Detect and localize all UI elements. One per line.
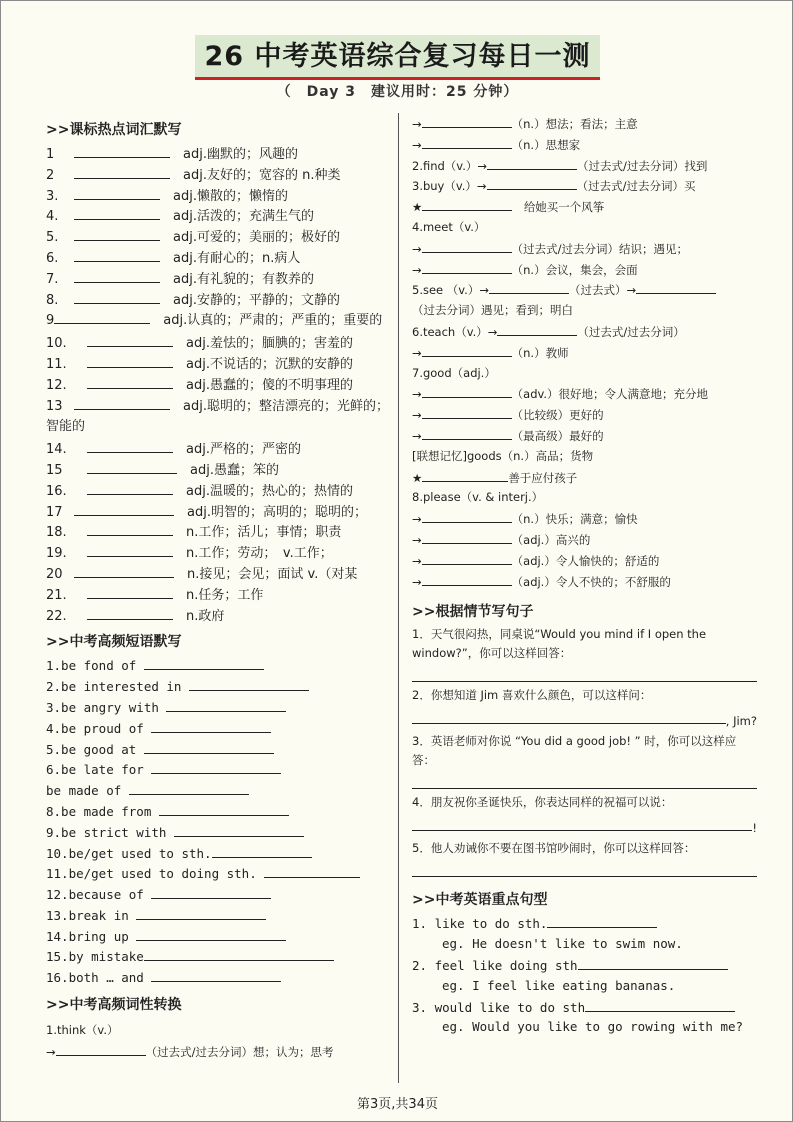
phrase-item: be made of <box>46 780 391 801</box>
answer-blank[interactable] <box>264 863 360 878</box>
answer-blank[interactable] <box>422 134 512 149</box>
vocab-item: 6. adj.有耐心的；n.病人 <box>46 247 391 268</box>
answer-blank[interactable] <box>136 905 266 920</box>
answer-blank[interactable] <box>422 404 512 419</box>
wordform-item: （过去分词）遇见；看到；明白 <box>412 303 573 318</box>
pattern-example: eg. Would you like to go rowing with me? <box>442 1019 744 1035</box>
vocab-item: 15 adj.愚蠢；笨的 <box>46 459 391 480</box>
answer-blank[interactable] <box>212 843 312 858</box>
answer-blank[interactable] <box>159 801 289 816</box>
wordform-item: → （n.）想法；看法；主意 <box>412 113 757 134</box>
phrases-heading: >>中考高频短语默写 <box>46 634 182 651</box>
wordform-item: 8.please（v. & interj.） <box>412 490 544 505</box>
wordform-item: → （adj.）令人愉快的；舒适的 <box>412 550 757 571</box>
wordform-item: → （n.）思想家 <box>412 134 757 155</box>
vocab-item: 3. adj.懒散的；懒惰的 <box>46 185 391 206</box>
answer-blank[interactable] <box>497 321 577 336</box>
phrase-item: 12.because of <box>46 884 391 905</box>
vocab-item: 17 adj.明智的；高明的；聪明的； <box>46 501 391 522</box>
answer-blank[interactable] <box>166 697 286 712</box>
answer-blank[interactable] <box>74 205 160 220</box>
wordforms-heading: >>中考高频词性转换 <box>46 997 182 1014</box>
phrase-item: 2.be interested in <box>46 676 391 697</box>
answer-blank[interactable] <box>136 926 286 941</box>
answer-blank[interactable] <box>422 342 512 357</box>
vocab-item: 21. n.任务；工作 <box>46 584 391 605</box>
wordform-item: → （n.）会议，集会，会面 <box>412 259 757 280</box>
phrase-item: 5.be good at <box>46 739 391 760</box>
answer-blank[interactable] <box>585 997 735 1012</box>
vocab-item: 8. adj.安静的；平静的；文静的 <box>46 289 391 310</box>
wordform-item: ★ 善于应付孩子 <box>412 467 757 488</box>
vocab-item: 9 adj.认真的；严肃的；严重的；重要的 <box>46 309 391 332</box>
wordform-item: [联想记忆]goods（n.）高品；货物 <box>412 448 594 463</box>
answer-blank[interactable] <box>422 383 512 398</box>
vocab-item: 10. adj.羞怯的；腼腆的；害羞的 <box>46 332 391 353</box>
phrase-item: 9.be strict with <box>46 822 391 843</box>
answer-blank[interactable] <box>56 1041 146 1056</box>
answer-blank[interactable] <box>74 247 160 262</box>
phrase-item: 11.be/get used to doing sth. <box>46 863 391 884</box>
answer-blank[interactable] <box>87 438 173 453</box>
answer-blank[interactable] <box>487 175 577 190</box>
wordform-item: → （过去式/过去分词）想；认为；思考 <box>46 1041 391 1062</box>
wordform-item: 2.find（v.）→ （过去式/过去分词）找到 <box>412 155 757 176</box>
answer-blank[interactable] <box>74 226 160 241</box>
answer-blank[interactable] <box>422 529 512 544</box>
answer-blank[interactable] <box>422 550 512 565</box>
answer-blank[interactable] <box>151 718 271 733</box>
vocab-item: 1 adj.幽默的；风趣的 <box>46 143 391 164</box>
vocab-item: 18. n.工作；活儿；事情；职责 <box>46 521 391 542</box>
answer-blank[interactable] <box>487 155 577 170</box>
answer-blank[interactable] <box>189 676 309 691</box>
wordform-item: 6.teach（v.）→ （过去式/过去分词） <box>412 321 757 342</box>
pattern-example: eg. He doesn't like to swim now. <box>442 936 683 952</box>
wordform-item: 4.meet（v.） <box>412 219 486 234</box>
phrase-item: 4.be proud of <box>46 718 391 739</box>
phrase-item: 13.break in <box>46 905 391 926</box>
answer-blank[interactable] <box>74 501 174 516</box>
wordform-item: ★ 给她买一个风筝 <box>412 196 757 217</box>
answer-blank[interactable] <box>547 913 657 928</box>
answer-blank[interactable] <box>422 508 512 523</box>
wordform-item: → （adj.）令人不快的；不舒服的 <box>412 571 757 592</box>
situation-question: 2．你想知道 Jim 喜欢什么颜色，可以这样问： <box>412 688 652 703</box>
wordform-item: 1.think（v.） <box>46 1023 119 1038</box>
answer-blank[interactable] <box>74 563 174 578</box>
answer-blank[interactable] <box>87 480 173 495</box>
wordform-item: → （n.）教师 <box>412 342 757 363</box>
title-wrap <box>1 35 793 80</box>
answer-blank[interactable] <box>151 759 281 774</box>
situations-heading: >>根据情节写句子 <box>412 604 534 621</box>
answer-blank[interactable] <box>74 143 170 158</box>
answer-blank[interactable] <box>422 425 512 440</box>
wordform-item: 3.buy（v.）→ （过去式/过去分词）买 <box>412 175 757 196</box>
vocab-item: 20 n.接见；会见；面试 v.（对某 <box>46 563 391 584</box>
vocab-item: 13 adj.聪明的；整洁漂亮的；光鲜的；智能的 <box>46 395 391 439</box>
answer-blank[interactable] <box>422 113 512 128</box>
situation-question: 1．天气很闷热，同桌说“Would you mind if I open the window?”，你可以这样回答： <box>412 627 707 661</box>
column-divider <box>398 113 399 1083</box>
answer-blank[interactable] <box>74 289 160 304</box>
patterns-heading: >>中考英语重点句型 <box>412 892 548 909</box>
answer-blank[interactable] <box>422 571 512 586</box>
phrase-item: 16.both … and <box>46 967 391 988</box>
page-footer: 第3页,共34页 <box>357 1097 438 1112</box>
answer-blank[interactable] <box>74 164 170 179</box>
answer-blank[interactable] <box>87 353 173 368</box>
vocab-item: 16. adj.温暖的；热心的；热情的 <box>46 480 391 501</box>
vocab-item: 7. adj.有礼貌的；有教养的 <box>46 268 391 289</box>
vocab-item: 5. adj.可爱的；美丽的；极好的 <box>46 226 391 247</box>
answer-blank[interactable] <box>151 884 271 899</box>
answer-blank[interactable] <box>87 542 173 557</box>
phrase-item: 14.bring up <box>46 926 391 947</box>
wordform-item: → （adv.）很好地；令人满意地；充分地 <box>412 383 757 404</box>
pattern-item: 1. like to do sth. <box>412 913 757 934</box>
vocab-heading: >>课标热点词汇默写 <box>46 122 182 138</box>
phrase-item: 8.be made from <box>46 801 391 822</box>
wordform-item: → （最高级）最好的 <box>412 425 757 446</box>
answer-blank[interactable] <box>422 196 512 211</box>
wordform-item: 5.see （v.）→ （过去式）→ <box>412 279 757 300</box>
wordform-item: → （比较级）更好的 <box>412 404 757 425</box>
page-title: 26 中考英语综合复习每日一测 <box>195 35 601 80</box>
answer-blank[interactable] <box>144 946 334 961</box>
answer-blank[interactable] <box>74 268 160 283</box>
answer-blank[interactable] <box>87 332 173 347</box>
answer-blank[interactable] <box>422 259 512 274</box>
answer-line[interactable] <box>412 707 726 724</box>
vocab-item: 11. adj.不说话的；沉默的安静的 <box>46 353 391 374</box>
situation-question: 4．朋友祝你圣诞快乐，你表达同样的祝福可以说： <box>412 795 673 810</box>
answer-blank[interactable] <box>144 739 274 754</box>
phrase-item: 3.be angry with <box>46 697 391 718</box>
wordform-item: → （过去式/过去分词）结识；遇见； <box>412 238 757 259</box>
vocab-item: 2 adj.友好的；宽容的 n.种类 <box>46 164 391 185</box>
vocab-item: 12. adj.愚蠢的；傻的不明事理的 <box>46 374 391 395</box>
answer-blank[interactable] <box>87 605 173 620</box>
situation-question: 5．他人劝诫你不要在图书馆吵闹时，你可以这样回答： <box>412 841 696 856</box>
pattern-example: eg. I feel like eating bananas. <box>442 977 676 993</box>
answer-blank[interactable] <box>489 279 569 294</box>
vocab-item: 14. adj.严格的；严密的 <box>46 438 391 459</box>
answer-line[interactable] <box>412 772 757 789</box>
phrase-item: 6.be late for <box>46 759 391 780</box>
answer-row: ! <box>412 812 757 835</box>
phrase-item: 1.be fond of <box>46 655 391 676</box>
answer-line[interactable] <box>412 814 752 831</box>
phrase-item: 15.by mistake <box>46 946 391 967</box>
answer-blank[interactable] <box>87 459 177 474</box>
answer-blank[interactable] <box>87 374 173 389</box>
answer-blank[interactable] <box>87 584 173 599</box>
answer-blank[interactable] <box>74 395 170 410</box>
answer-blank[interactable] <box>636 279 716 294</box>
answer-row: , Jim? <box>412 705 757 728</box>
wordform-item: → （n.）快乐；满意；愉快 <box>412 508 757 529</box>
answer-blank[interactable] <box>174 822 304 837</box>
answer-blank[interactable] <box>74 185 160 200</box>
answer-blank[interactable] <box>578 955 728 970</box>
answer-blank[interactable] <box>151 967 281 982</box>
vocab-item: 4. adj.活泼的；充满生气的 <box>46 205 391 226</box>
answer-blank[interactable] <box>422 238 512 253</box>
answer-line[interactable] <box>412 665 757 682</box>
situation-question: 3．英语老师对你说 “You did a good job! ” 时，你可以这样应答： <box>412 734 737 768</box>
left-column <box>46 113 391 1062</box>
answer-line[interactable] <box>412 860 757 877</box>
answer-blank[interactable] <box>422 467 508 482</box>
wordform-item: → （adj.）高兴的 <box>412 529 757 550</box>
answer-blank[interactable] <box>54 309 150 324</box>
vocab-item: 22. n.政府 <box>46 605 391 626</box>
answer-blank[interactable] <box>87 521 173 536</box>
answer-blank[interactable] <box>144 655 264 670</box>
right-column <box>412 113 757 1038</box>
vocab-item: 19. n.工作；劳动； v.工作； <box>46 542 391 563</box>
pattern-item: 2. feel like doing sth <box>412 955 757 976</box>
phrase-item: 10.be/get used to sth. <box>46 843 391 864</box>
page-subtitle: （ Day 3 建议用时：25 分钟） <box>276 84 519 100</box>
answer-blank[interactable] <box>129 780 249 795</box>
pattern-item: 3. would like to do sth <box>412 997 757 1018</box>
wordform-item: 7.good（adj.） <box>412 365 496 380</box>
